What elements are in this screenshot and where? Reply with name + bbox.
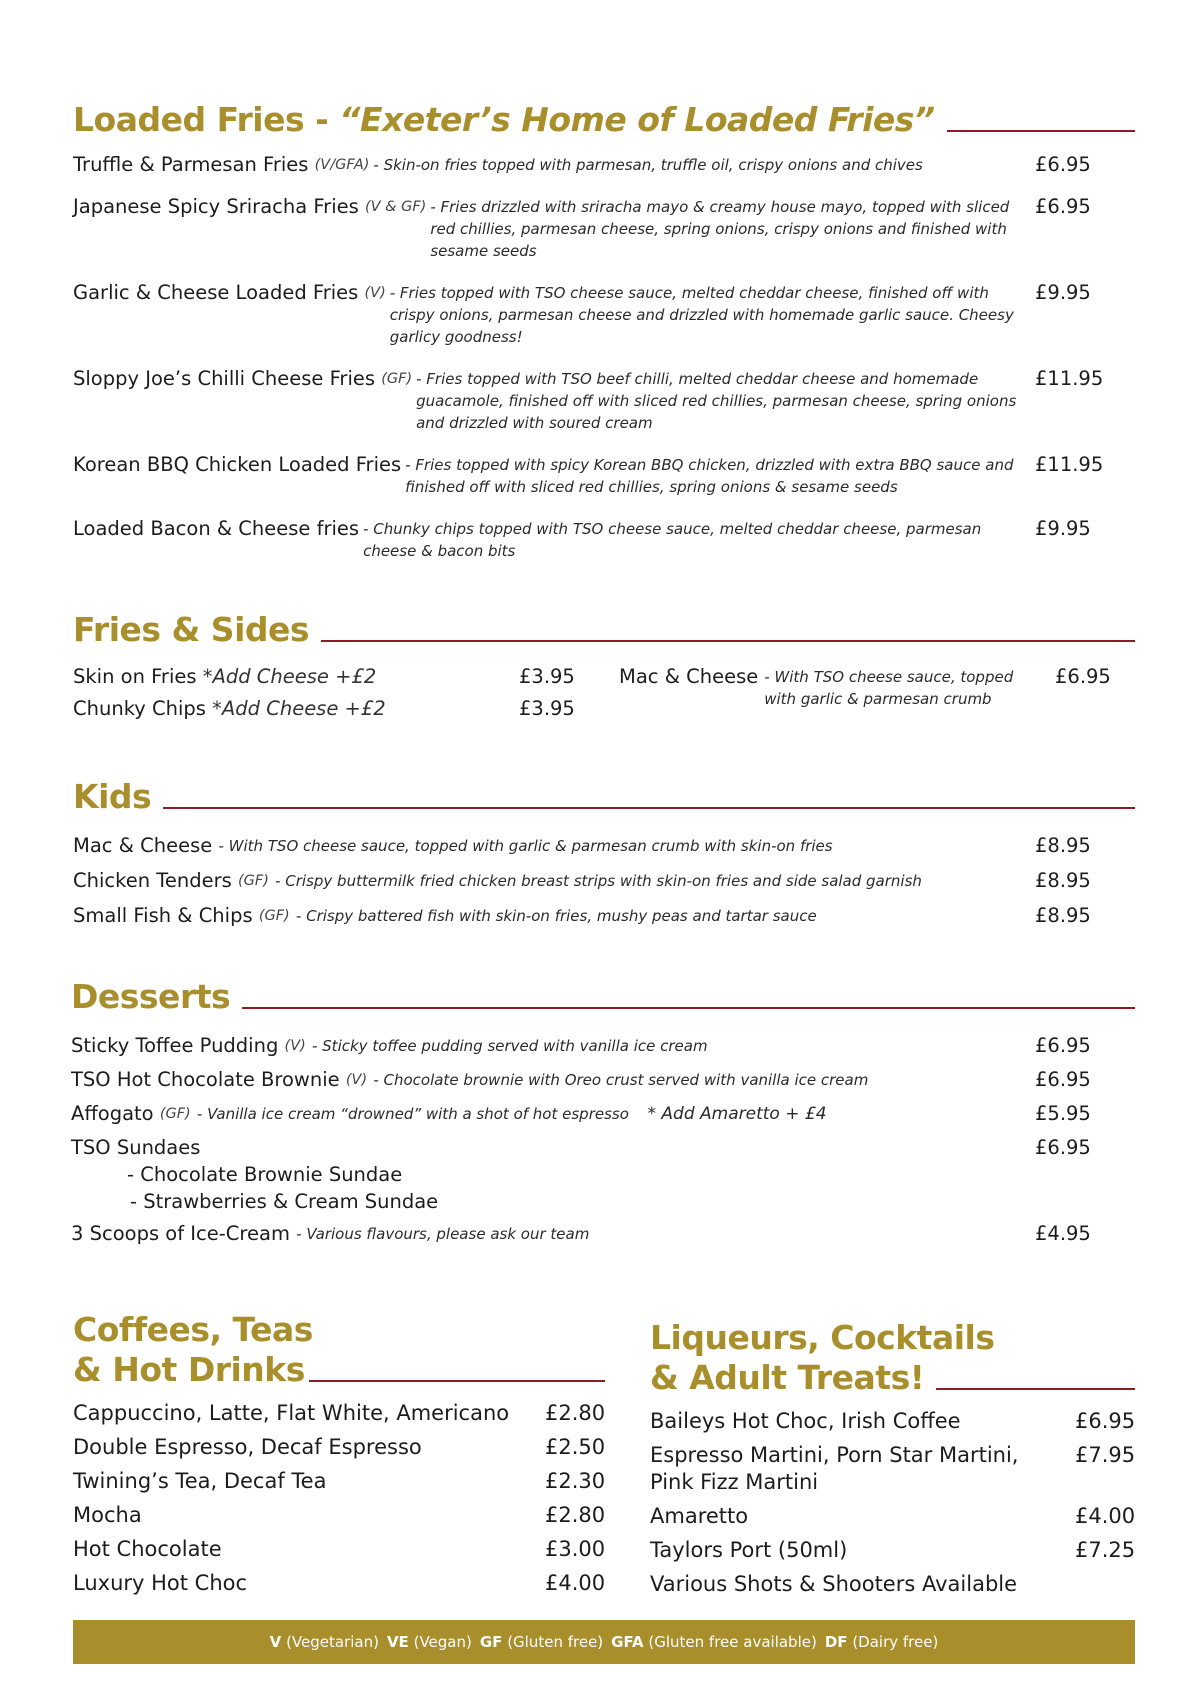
menu-item [73, 454, 1105, 498]
menu-item [73, 196, 1105, 262]
item-desc: - Fries drizzled with sriracha mayo & creamy house mayo, topped with sliced red chillies, parmesan cheese, spring onions, crispy onions and finished with sesame seeds [430, 198, 1010, 260]
item-tag: (GF) [258, 908, 290, 924]
sides-right-column [619, 665, 1111, 730]
fries-sides-section [73, 610, 1135, 730]
item-price: £8.95 [1035, 834, 1091, 857]
menu-item [73, 870, 1105, 892]
section-title-line1: Coffees, Teas [73, 1310, 313, 1349]
item-desc: - Skin-on fries topped with parmesan, truffle oil, crispy onions and chives [373, 156, 923, 174]
section-title-line2: & Hot Drinks [73, 1350, 305, 1389]
drink-item [650, 1442, 1135, 1496]
menu-item [73, 697, 575, 720]
item-price: £8.95 [1035, 869, 1091, 892]
item-desc: - Chunky chips topped with TSO cheese sauce, melted cheddar cheese, parmesan cheese & bacon bits [363, 520, 982, 560]
item-tag: (GF) [237, 873, 269, 889]
item-price: £2.80 [545, 1401, 606, 1425]
drink-item [650, 1408, 1135, 1435]
key-code: VE [386, 1633, 409, 1651]
item-name: Baileys Hot Choc, Irish Coffee [650, 1409, 961, 1433]
section-title-line1: Liqueurs, Cocktails [650, 1318, 995, 1357]
item-name: Affogato [71, 1102, 154, 1125]
key-label: (Gluten free) [507, 1633, 604, 1651]
drink-list [73, 1400, 605, 1597]
item-desc: - Vanilla ice cream “drowned” with a shot of hot espresso [196, 1105, 629, 1123]
drink-item [73, 1536, 605, 1563]
item-name: TSO Hot Chocolate Brownie [71, 1068, 340, 1091]
drink-item [650, 1537, 1135, 1564]
title-plain: Loaded Fries - [73, 100, 340, 139]
menu-item [73, 665, 575, 688]
item-price: £2.50 [545, 1435, 606, 1459]
item-desc: - Various flavours, please ask our team [296, 1225, 590, 1243]
section-rule [242, 1007, 1135, 1009]
item-desc: - Chocolate brownie with Oreo crust served with vanilla ice cream [373, 1071, 869, 1089]
item-tag: (V) [364, 285, 386, 301]
item-price: £6.95 [1035, 1034, 1091, 1057]
key-code: DF [824, 1633, 848, 1651]
menu-item [73, 282, 1105, 348]
item-price: £11.95 [1035, 367, 1104, 390]
item-tag: (V/GFA) [314, 157, 370, 173]
item-desc: - Fries topped with spicy Korean BBQ chicken, drizzled with extra BBQ sauce and finished off with sliced red chillies, spring onions & sesame seeds [405, 456, 1014, 496]
item-price: £11.95 [1035, 453, 1104, 476]
item-name: Mac & Cheese [619, 665, 759, 688]
item-name: Taylors Port (50ml) [650, 1538, 848, 1562]
item-extra: * Add Amaretto + £4 [647, 1104, 827, 1124]
item-name: Small Fish & Chips [73, 904, 253, 927]
drink-item [73, 1502, 605, 1529]
drink-item [650, 1571, 1135, 1598]
item-name: Japanese Spicy Sriracha Fries [73, 195, 359, 218]
item-name: Mac & Cheese [73, 834, 213, 857]
menu-item [619, 665, 1111, 710]
key-code: V [269, 1633, 282, 1651]
section-header [73, 100, 1135, 140]
section-header [73, 1350, 605, 1390]
item-name: Sloppy Joe’s Chilli Cheese Fries [73, 367, 376, 390]
section-title: Desserts [71, 977, 231, 1016]
item-price: £6.95 [1035, 1068, 1091, 1091]
item-name: Sticky Toffee Pudding [71, 1034, 279, 1057]
key-item [270, 1633, 379, 1651]
section-rule [936, 1388, 1135, 1390]
item-name: Hot Chocolate [73, 1537, 222, 1561]
sundae-option: - Chocolate Brownie Sundae [127, 1163, 403, 1186]
menu-item [71, 1069, 1105, 1091]
key-label: (Vegan) [413, 1633, 472, 1651]
section-title-line2: & Adult Treats! [650, 1358, 925, 1397]
menu-item [73, 154, 1105, 176]
item-name: Truffle & Parmesan Fries [73, 153, 309, 176]
item-price: £9.95 [1035, 517, 1091, 540]
item-name: Luxury Hot Choc [73, 1571, 248, 1595]
drink-item [650, 1503, 1135, 1530]
item-price: £6.95 [1035, 1136, 1091, 1159]
sides-grid [73, 666, 1135, 730]
key-label: (Gluten free available) [648, 1633, 817, 1651]
section-title [73, 100, 935, 140]
menu-item [71, 1103, 1105, 1125]
sundaes-item [71, 1137, 1105, 1215]
item-desc: - With TSO cheese sauce, topped with garlic & parmesan crumb with skin-on fries [218, 837, 833, 855]
menu-item [71, 1223, 1105, 1245]
key-code: GFA [611, 1633, 644, 1651]
item-name: Double Espresso, Decaf Espresso [73, 1435, 422, 1459]
item-name: Twining’s Tea, Decaf Tea [73, 1469, 327, 1493]
item-name: Amaretto [650, 1504, 749, 1528]
item-price: £6.95 [1035, 153, 1091, 176]
item-extra: *Add Cheese +£2 [202, 665, 377, 688]
item-price: £3.95 [519, 665, 575, 688]
drink-item [73, 1434, 605, 1461]
menu-list [73, 154, 1105, 562]
item-price: £9.95 [1035, 281, 1091, 304]
item-name: Korean BBQ Chicken Loaded Fries [73, 453, 402, 476]
item-name: Loaded Bacon & Cheese fries [73, 517, 360, 540]
item-tag: (V) [284, 1038, 306, 1054]
item-price: £5.95 [1035, 1102, 1091, 1125]
sides-left-column [73, 665, 575, 730]
item-price: £4.00 [545, 1571, 606, 1595]
key-item [611, 1633, 817, 1651]
item-price: £3.95 [519, 697, 575, 720]
drink-item [73, 1400, 605, 1427]
item-extra: *Add Cheese +£2 [212, 697, 386, 720]
menu-item [73, 518, 1105, 562]
section-header [73, 610, 1135, 650]
item-name: Chunky Chips [73, 697, 206, 720]
menu-item [71, 1035, 1105, 1057]
item-desc: - Fries topped with TSO beef chilli, melted cheddar cheese and homemade guacamole, finished off with sliced red chillies, parmesan cheese, spring onions and drizzled with soured cream [416, 370, 1017, 432]
item-name: Mocha [73, 1503, 142, 1527]
item-name: Chicken Tenders [73, 869, 232, 892]
key-label: (Vegetarian) [286, 1633, 379, 1651]
item-desc: - Sticky toffee pudding served with vanilla ice cream [311, 1037, 708, 1055]
menu-item [71, 1137, 1105, 1159]
item-name: Various Shots & Shooters Available [650, 1572, 1018, 1596]
dietary-key-footer [73, 1620, 1135, 1664]
desserts-section [71, 977, 1135, 1257]
menu-item [73, 905, 1105, 927]
item-desc: - Fries topped with TSO cheese sauce, melted cheddar cheese, finished off with crispy onions, parmesan cheese and drizzled with homemade garlic sauce. Cheesy garlicy goodness! [389, 284, 1014, 346]
item-desc: - Crispy battered fish with skin-on fries, mushy peas and tartar sauce [295, 907, 817, 925]
key-code: GF [479, 1633, 503, 1651]
section-header [71, 977, 1135, 1017]
item-price: £7.95 [1075, 1443, 1136, 1467]
item-name: Cappuccino, Latte, Flat White, Americano [73, 1401, 510, 1425]
item-name: Garlic & Cheese Loaded Fries [73, 281, 359, 304]
item-price: £2.80 [545, 1503, 606, 1527]
section-rule [947, 130, 1135, 132]
item-name: Espresso Martini, Porn Star Martini, Pink Fizz Martini [650, 1443, 1019, 1494]
menu-list [73, 835, 1105, 927]
item-tag: (GF) [159, 1106, 191, 1122]
drink-item [73, 1468, 605, 1495]
item-price: £6.95 [1055, 665, 1111, 688]
item-name: Skin on Fries [73, 665, 197, 688]
item-price: £6.95 [1075, 1409, 1136, 1433]
section-rule [309, 1380, 605, 1382]
key-item [825, 1633, 939, 1651]
item-name: TSO Sundaes [71, 1136, 201, 1159]
menu-list [71, 1035, 1105, 1245]
menu-item [73, 368, 1105, 434]
item-price: £6.95 [1035, 195, 1091, 218]
item-tag: (GF) [381, 371, 413, 387]
item-price: £7.25 [1075, 1538, 1136, 1562]
section-header [73, 777, 1135, 817]
drink-item [73, 1570, 605, 1597]
section-title: Fries & Sides [73, 610, 310, 649]
item-desc: - With TSO cheese sauce, topped with garlic & parmesan crumb [764, 668, 1014, 708]
title-italic: “Exeter’s Home of Loaded Fries” [339, 100, 935, 139]
liqueurs-section [650, 1318, 1135, 1605]
drink-list [650, 1408, 1135, 1598]
key-label: (Dairy free) [852, 1633, 939, 1651]
key-item [387, 1633, 472, 1651]
section-header [650, 1358, 1135, 1398]
menu-item [73, 835, 1105, 857]
section-rule [163, 807, 1135, 809]
item-price: £2.30 [545, 1469, 606, 1493]
section-title: Kids [73, 777, 152, 816]
item-price: £4.95 [1035, 1222, 1091, 1245]
item-price: £4.00 [1075, 1504, 1136, 1528]
section-rule [321, 640, 1135, 642]
coffee-section [73, 1310, 605, 1604]
kids-section [73, 777, 1135, 940]
item-price: £3.00 [545, 1537, 606, 1561]
item-desc: - Crispy buttermilk fried chicken breast strips with skin-on fries and side salad garnish [275, 872, 922, 890]
sundae-option: - Strawberries & Cream Sundae [130, 1190, 439, 1213]
item-tag: (V & GF) [364, 199, 427, 215]
loaded-fries-section [73, 100, 1135, 582]
item-name: 3 Scoops of Ice-Cream [71, 1222, 290, 1245]
item-price: £8.95 [1035, 904, 1091, 927]
item-tag: (V) [345, 1072, 368, 1088]
key-item [480, 1633, 603, 1651]
